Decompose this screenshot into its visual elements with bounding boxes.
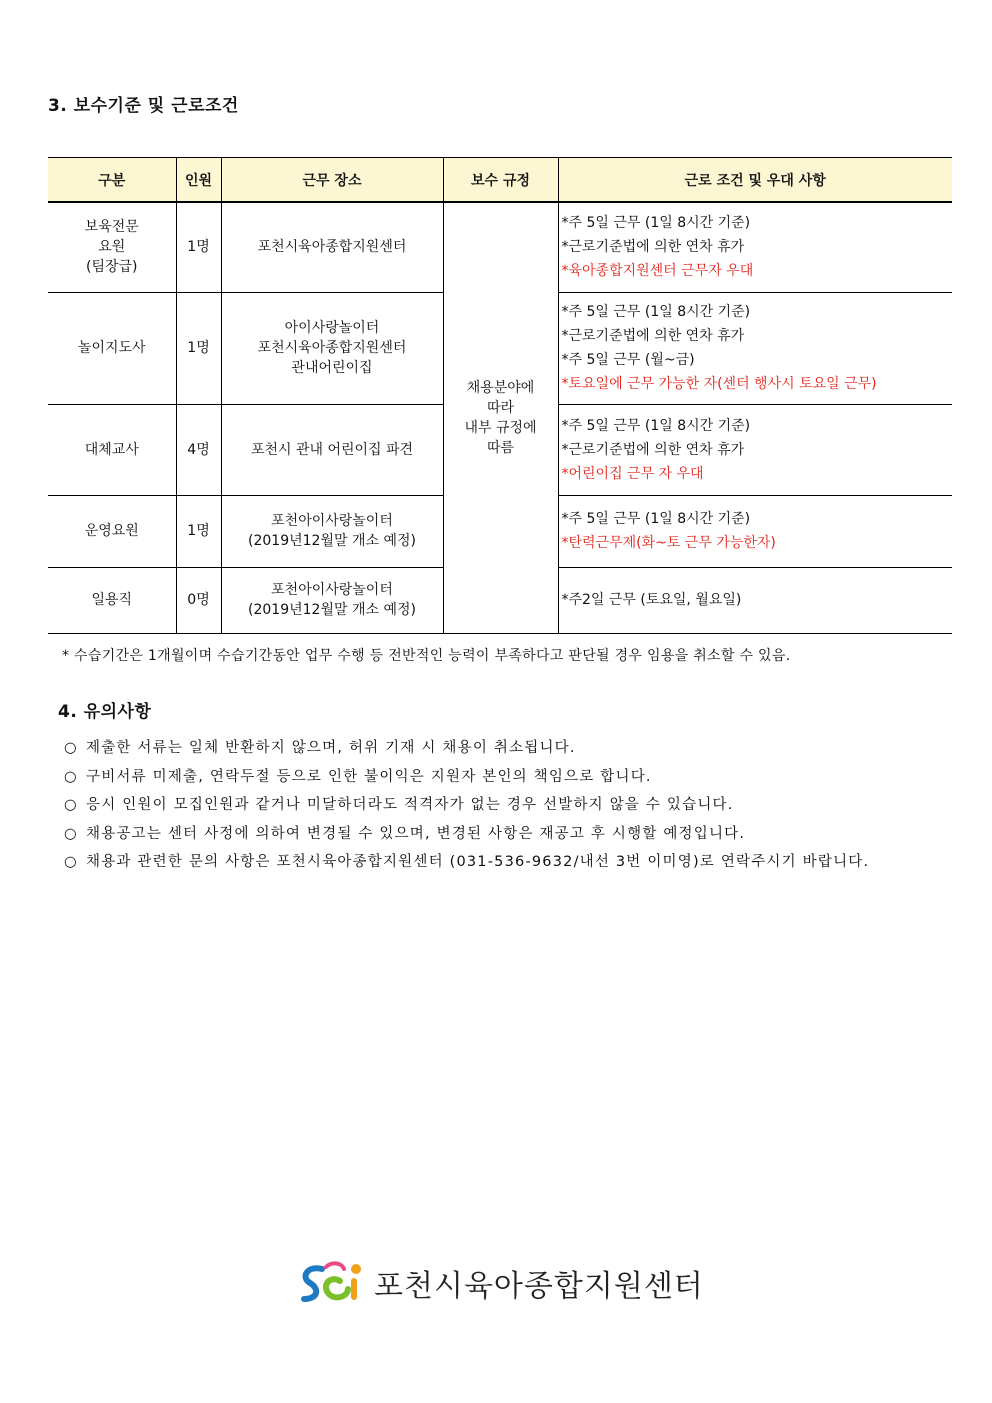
place-cell-line: 아이사랑놀이터 <box>284 320 380 336</box>
place-cell-line: 포천시육아종합지원센터 <box>257 340 407 356</box>
header-conditions: 근로 조건 및 우대 사항 <box>558 158 952 203</box>
center-logo-icon <box>296 1259 372 1307</box>
count-cell: 1명 <box>176 202 221 292</box>
condition-line: *주 5일 근무 (1일 8시간 기준) <box>561 417 751 434</box>
preference-line: *탄력근무제(화~토 근무 가능한자) <box>561 535 776 551</box>
notice-text: 제출한 서류는 일체 반환하지 않으며, 허위 기재 시 채용이 취소됩니다. <box>86 740 576 756</box>
category-cell <box>48 567 176 633</box>
header-place: 근무 장소 <box>221 158 443 203</box>
circle-bullet-icon: ○ <box>64 740 78 756</box>
place-cell <box>221 404 443 495</box>
circle-bullet-icon: ○ <box>64 797 78 813</box>
condition-line: *근로기준법에 의한 연차 휴가 <box>561 328 745 344</box>
count-cell: 0명 <box>176 567 221 633</box>
category-cell-line: 놀이지도사 <box>77 340 146 356</box>
header-count: 인원 <box>176 158 221 203</box>
category-cell-line: 대체교사 <box>84 441 139 458</box>
pay-rule-cell <box>443 202 558 633</box>
notice-text: 채용공고는 센터 사정에 의하여 변경될 수 있으며, 변경된 사항은 재공고 후 시행할 예정입니다. <box>86 825 746 842</box>
place-cell-line: 포천시육아종합지원센터 <box>257 239 407 256</box>
category-cell-line: (팀장급) <box>86 259 138 276</box>
category-cell-line: 일용직 <box>91 592 133 608</box>
list-item <box>64 736 869 765</box>
condition-line: *주 5일 근무 (1일 8시간 기준) <box>561 304 751 320</box>
org-name: 포천시육아종합지원센터 <box>374 1269 704 1304</box>
pay-rule-cell-line: 따라 <box>486 399 515 416</box>
count-cell: 1명 <box>176 495 221 567</box>
condition-line: *주2일 근무 (토요일, 월요일) <box>561 592 742 608</box>
conditions-cell <box>558 292 952 404</box>
category-cell-line: 요원 <box>98 239 126 256</box>
preference-line: *어린이집 근무 자 우대 <box>561 465 704 482</box>
header-category: 구분 <box>48 158 176 203</box>
circle-bullet-icon: ○ <box>64 854 78 870</box>
condition-line: *근로기준법에 의한 연차 휴가 <box>561 441 745 458</box>
place-cell-line: 포천아이사랑놀이터 <box>271 513 393 529</box>
circle-bullet-icon: ○ <box>64 825 78 842</box>
notice-list <box>64 736 869 879</box>
list-item <box>64 822 869 851</box>
table-row <box>48 202 952 292</box>
notice-text: 채용과 관련한 문의 사항은 포천시육아종합지원센터 (031-536-9632/내선 3번 이미영)로 연락주시기 바랍니다. <box>86 854 870 870</box>
preference-line: *육아종합지원센터 근무자 우대 <box>561 263 754 280</box>
preference-line: *토요일에 근무 가능한 자(센터 행사시 토요일 근무) <box>561 376 877 392</box>
category-cell-line: 보육전문 <box>84 219 139 236</box>
conditions-cell <box>558 202 952 292</box>
section-3-title: 3. 보수기준 및 근로조건 <box>48 96 239 116</box>
table-header-row <box>48 158 952 203</box>
category-cell <box>48 404 176 495</box>
condition-line: *주 5일 근무 (월~금) <box>561 352 695 368</box>
section-4-title: 4. 유의사항 <box>58 702 152 722</box>
category-cell <box>48 202 176 292</box>
category-cell <box>48 292 176 404</box>
footer <box>296 1258 704 1308</box>
pay-rule-cell-line: 내부 규정에 <box>464 419 537 436</box>
place-cell <box>221 202 443 292</box>
notice-text: 구비서류 미제출, 연락두절 등으로 인한 불이익은 지원자 본인의 책임으로 합니다. <box>86 768 652 785</box>
place-cell-line: 관내어린이집 <box>291 360 373 376</box>
conditions-cell <box>558 567 952 633</box>
count-cell: 4명 <box>176 404 221 495</box>
place-cell <box>221 292 443 404</box>
condition-line: *주 5일 근무 (1일 8시간 기준) <box>561 215 751 232</box>
category-cell-line: 운영요원 <box>84 523 139 539</box>
notice-text: 응시 인원이 모집인원과 같거나 미달하더라도 적격자가 없는 경우 선발하지 않을 수 있습니다. <box>86 797 734 813</box>
pay-rule-cell-line: 따름 <box>486 439 515 456</box>
list-item <box>64 793 869 822</box>
list-item <box>64 850 869 879</box>
category-cell <box>48 495 176 567</box>
pay-rule-cell-line: 채용분야에 <box>466 379 535 396</box>
condition-line: *근로기준법에 의한 연차 휴가 <box>561 239 745 256</box>
working-conditions-table <box>48 157 952 634</box>
place-cell <box>221 495 443 567</box>
place-cell <box>221 567 443 633</box>
count-cell: 1명 <box>176 292 221 404</box>
place-cell-line: 포천시 관내 어린이집 파견 <box>250 441 414 458</box>
condition-line: *주 5일 근무 (1일 8시간 기준) <box>561 511 751 527</box>
conditions-cell <box>558 495 952 567</box>
place-cell-line: 포천아이사랑놀이터 <box>271 582 393 598</box>
circle-bullet-icon: ○ <box>64 768 78 785</box>
conditions-cell <box>558 404 952 495</box>
probation-note: * 수습기간은 1개월이며 수습기간동안 업무 수행 등 전반적인 능력이 부족하다고 판단될 경우 임용을 취소할 수 있음. <box>62 648 791 664</box>
list-item <box>64 765 869 794</box>
place-cell-line: (2019년12월말 개소 예정) <box>248 533 416 549</box>
header-pay: 보수 규정 <box>443 158 558 203</box>
place-cell-line: (2019년12월말 개소 예정) <box>248 602 416 618</box>
